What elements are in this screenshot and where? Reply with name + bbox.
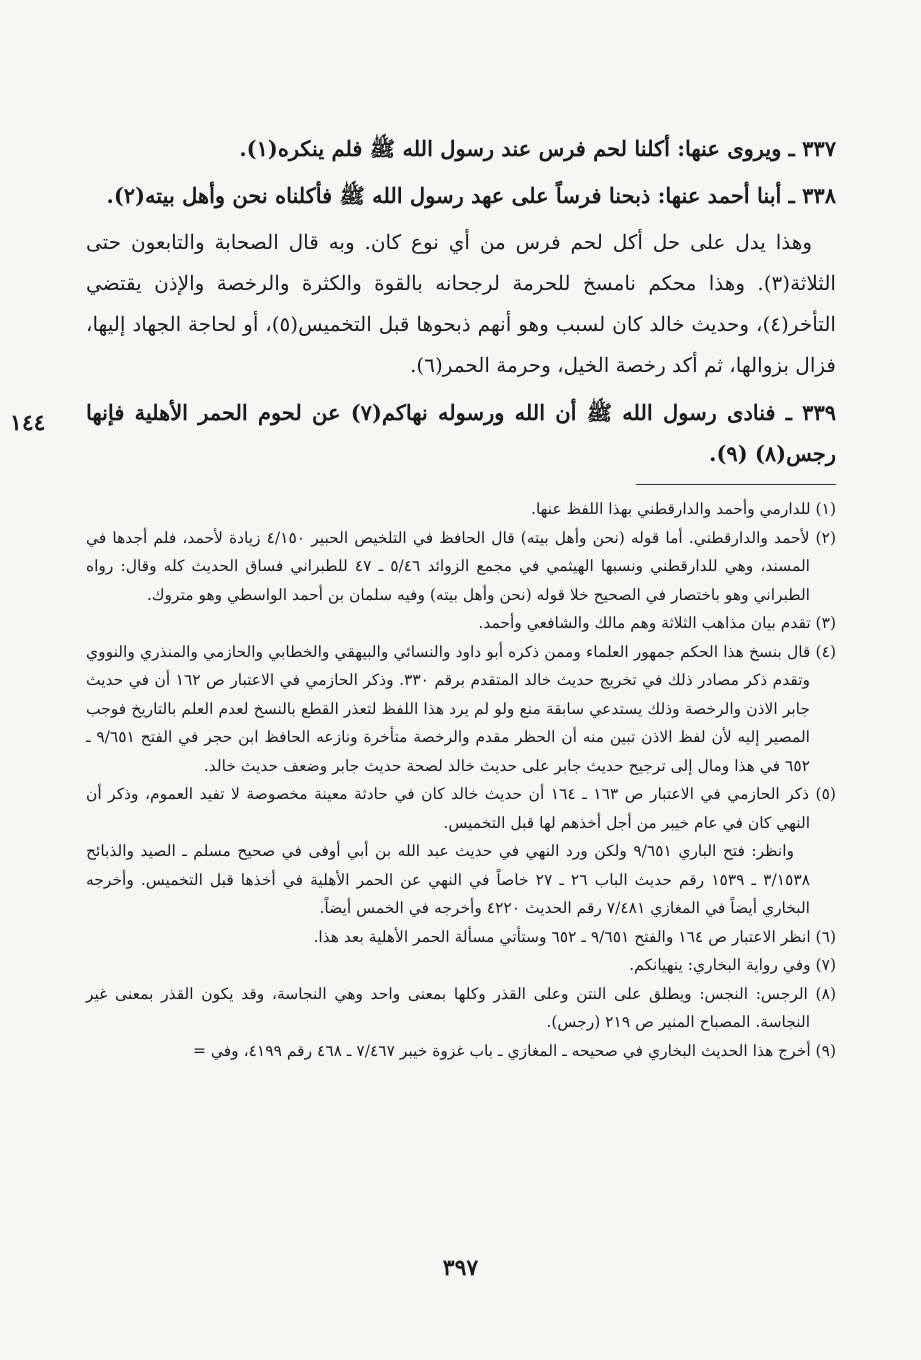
footnote-2: (٢) لأحمد والدارقطني. أما قوله (نحن وأهل بيته) قال الحافظ في التلخيص الحبير ٤/١٥٠ زيادة لأحمد، فلم أجدها في المسند، وهي للدارقطني ونسبها الهيثمي في مجمع الزوائد ٥/٤٦ ـ ٤٧ للطبراني فساق الحديث كله وقال: رواه الطبراني وهو باختصار في الصحيح خلا قوله (نحن وأهل بيته) وفيه سلمان بن أحمد الواسطي وهو متروك. <box>86 528 836 604</box>
footnote-4: (٤) قال بنسخ هذا الحكم جمهور العلماء وممن ذكره أبو داود والنسائي والبيهقي والخطابي والحازمي والمنذري والنووي وتقدم ذكر مصادر ذلك في تخريج حديث خالد المتقدم برقم ٣٣٠. وذكر الحازمي في الاعتبار ص ١٦٢ أن في حديث جابر الاذن والرخصة وذلك يستدعي سابقة منع ولو لم يرد هذا اللفظ لتعذر القطع بالنسخ لعدم العلم بالتاريخ فوجب المصير إليه لأن لفظ الاذن تبين منه أن الحظر مقدم والرخصة متأخرة ونازعه الحافظ ابن حجر في الفتح ٩/٦٥١ ـ ٦٥٢ في هذا ومال إلى ترجيح حديث جابر على حديث خالد لصحة حديث جابر وضعف حديث خالد. <box>86 642 836 775</box>
footnote-8: (٨) الرجس: النجس: ويطلق على النتن وعلى القذر وكلها بمعنى واحد وهي النجاسة، وقد يكون القذر بمعنى غير النجاسة. المصباح المنير ص ٢١٩ (رجس). <box>86 984 836 1031</box>
hadith-338: ٣٣٨ ـ أبنا أحمد عنها: ذبحنا فرساً على عهد رسول الله ﷺ فأكلناه نحن وأهل بيته(٢). <box>106 183 836 208</box>
footnote-divider <box>636 484 836 485</box>
footnote-1: (١) للدارمي وأحمد والدارقطني بهذا اللفظ عنها. <box>531 500 836 518</box>
footnote-6: (٦) انظر الاعتبار ص ١٦٤ والفتح ٩/٦٥١ ـ ٦٥٢ وستأتي مسألة الحمر الأهلية بعد هذا. <box>313 927 836 946</box>
footnote-7: (٧) وفي رواية البخاري: ينهيانكم. <box>629 956 836 974</box>
hadith-339: ٣٣٩ ـ فنادى رسول الله ﷺ أن الله ورسوله نهاكم(٧) عن لحوم الحمر الأهلية فإنها رجس(٨) (٩). <box>86 400 837 466</box>
hadith-337: ٣٣٧ ـ ويروى عنها: أكلنا لحم فرس عند رسول الله ﷺ فلم ينكره(١). <box>239 136 836 161</box>
margin-number: ١٤٤ <box>10 410 46 436</box>
page-number: ٣٩٧ <box>442 1255 479 1281</box>
commentary-paragraph: وهذا يدل على حل أكل لحم فرس من أي نوع كان. وبه قال الصحابة والتابعون حتى الثلاثة(٣). وهذا محكم نامسخ للحرمة لرجحانه بالقوة والكثرة والرخصة والإذن يقتضي التأخر(٤)، وحديث خالد كان لسبب وهو أنهم ذبحوها قبل التخميس(٥)، أو لحاجة الجهاد إليها، فزال بزوالها، ثم أكد رخصة الخيل، وحرمة الحمر(٦). <box>86 230 836 377</box>
footnote-5: (٥) ذكر الحازمي في الاعتبار ص ١٦٣ ـ ١٦٤ أن حديث خالد كان في حادثة معينة مخصوصة لا تفيد العموم، وذكر أن النهي كان في عام خيبر من أجل أخذهم لها قبل التخميس. <box>86 785 836 832</box>
footnote-3: (٣) تقدم بيان مذاهب الثلاثة وهم مالك والشافعي وأحمد. <box>478 614 836 632</box>
footnote-9: (٩) أخرج هذا الحديث البخاري في صحيحه ـ المغازي ـ باب غزوة خيبر ٧/٤٦٧ ـ ٤٦٨ رقم ٤١٩٩، وفي = <box>192 1041 836 1060</box>
footnote-5-continued: وانظر: فتح الباري ٩/٦٥١ ولكن ورد النهي في حديث عبد الله بن أبي أوفى في صحيح مسلم ـ الصيد والذبائح ٣/١٥٣٨ ـ ١٥٣٩ رقم حديث الباب ٢٦ ـ ٢٧ خاصاً في النهي عن الحمر الأهلية في أخذها قبل التخميس. وأخرجه البخاري أيضاً في المغازي ٧/٤٨١ رقم الحديث ٤٢٢٠ وأخرجه في الخمس أيضاً. <box>86 842 810 917</box>
main-text <box>86 128 836 1065</box>
footnotes <box>86 495 836 1065</box>
